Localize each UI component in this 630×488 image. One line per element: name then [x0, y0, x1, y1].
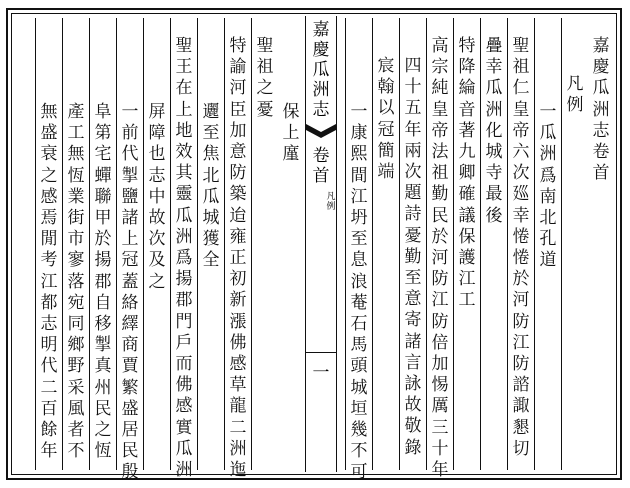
text-line: 一瓜洲爲南北孔道: [539, 102, 557, 271]
text-line: 邐至焦北瓜城獲全: [202, 102, 220, 271]
page-frame: [11, 13, 617, 483]
text-column-18: [89, 18, 116, 470]
text-column-20: [35, 18, 63, 470]
text-column-12: [251, 18, 278, 470]
fold-page-number: 一: [312, 363, 330, 383]
text-column-1: [588, 18, 614, 470]
text-column-3: [534, 18, 561, 470]
text-column-11: [278, 18, 304, 470]
text-line: 特降綸音著九卿確議保護江工: [458, 36, 476, 311]
text-column-4: [507, 18, 534, 470]
text-line: 產工無恆業街市寥落宛同鄉野采風者不: [67, 102, 85, 462]
text-column-15: [170, 18, 197, 481]
text-line: 聖祖之憂: [256, 36, 274, 120]
text-line: 高宗純皇帝法祖勤民於河防江防倍加惕厲三十年: [431, 36, 449, 481]
text-line: 聖祖仁皇帝六次廵幸惓惓於河防江防諮諏懇切: [512, 36, 530, 459]
fish-tail-mark-icon: [306, 124, 336, 140]
juan-title: 嘉慶瓜洲志卷首: [592, 36, 610, 184]
text-line: 聖王在上地效其靈瓜洲爲揚郡門戶而佛感實瓜洲: [175, 36, 193, 481]
text-line: 阜第宅蟬聯甲於揚郡自移掣真州民之恆: [94, 102, 112, 462]
text-line: 疊幸瓜洲化城寺最後: [485, 36, 503, 226]
fold-rule: [306, 352, 336, 353]
text-line: 無盛衰之感焉閒考江都志明代二百餘年: [40, 102, 58, 462]
text-column-2: [561, 18, 588, 470]
text-column-9: [372, 18, 399, 470]
text-line: 特諭河臣加意防築迨雍正初新漲佛感草龍二洲迤: [229, 36, 247, 481]
text-column-16: [143, 18, 170, 470]
text-line: 一康熙間江坍至息浪菴石馬頭城垣幾不可: [350, 102, 368, 483]
text-column-14: [197, 18, 224, 470]
text-column-5: [480, 18, 507, 470]
fold-section: 凡例: [326, 192, 336, 212]
text-column-13: [224, 18, 251, 481]
fold-juan: 卷首: [312, 146, 330, 186]
text-column-17: [116, 18, 143, 483]
text-column-8: [399, 18, 426, 470]
text-line: 屏障也志中故次及之: [148, 102, 166, 292]
text-column-10: [345, 18, 372, 483]
section-heading: 凡例: [566, 74, 584, 116]
text-column-19: [62, 18, 89, 470]
text-line: 一前代掣鹽諸上冠蓋絡繹商賈繁盛居民殷: [121, 102, 139, 483]
book-page: [6, 8, 622, 483]
text-line: 四十五年兩次題詩憂勤至意寄諸言詠故敬錄: [404, 56, 422, 458]
fold-column: [305, 16, 337, 472]
text-column-6: [453, 18, 480, 470]
text-line: 保上廑: [282, 102, 300, 165]
fold-book-title: 嘉慶瓜洲志: [312, 20, 330, 120]
text-column-7: [426, 18, 453, 481]
text-line: 宸翰以冠簡端: [377, 56, 395, 183]
